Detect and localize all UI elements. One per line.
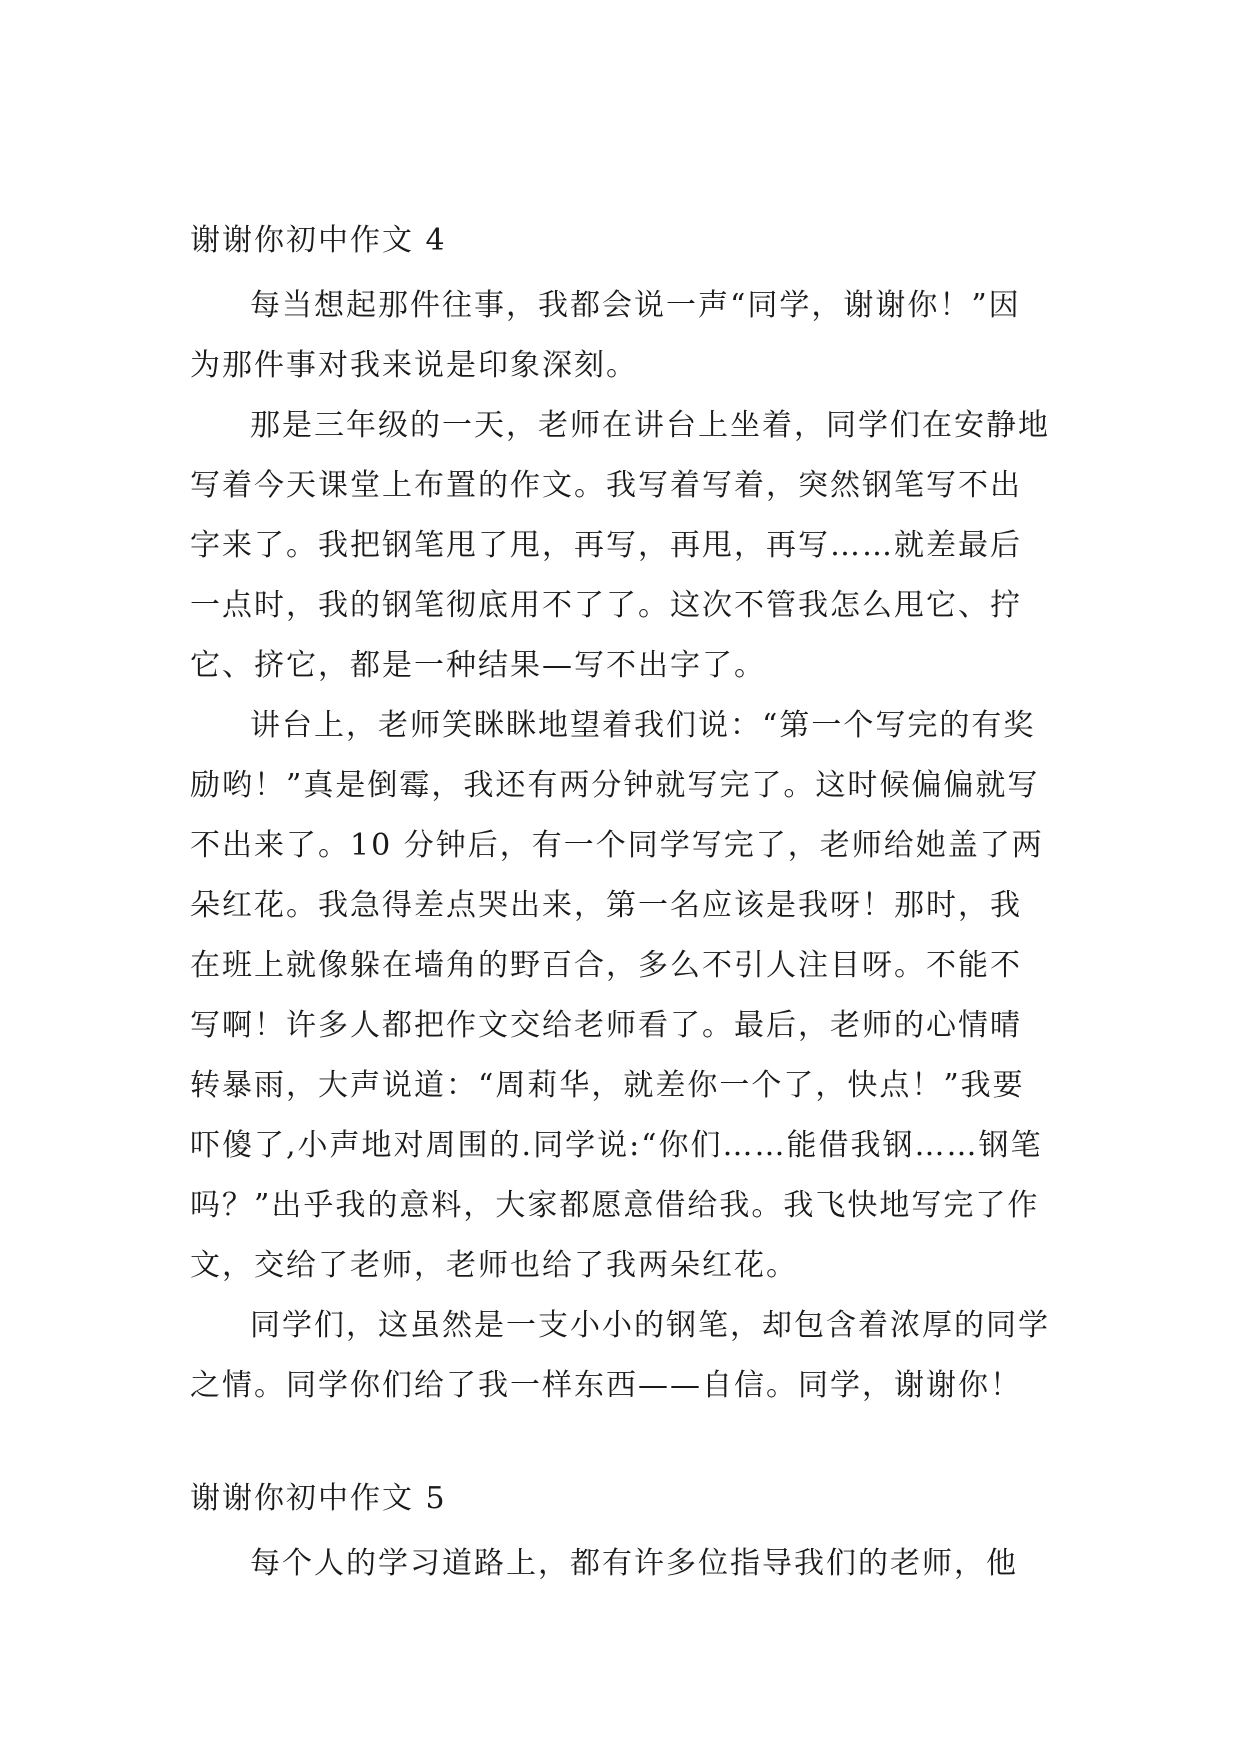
paragraph: 每个人的学习道路上，都有许多位指导我们的老师，他: [250, 1546, 1018, 1581]
section-title: 谢谢你初中作文 5: [190, 1481, 447, 1516]
section-title: 谢谢你初中作文 4: [190, 223, 447, 258]
paragraph: 每当想起那件往事，我都会说一声“同学，谢谢你！”因为那件事对我来说是印象深刻。: [190, 288, 1021, 383]
paragraph: 同学们，这虽然是一支小小的钢笔，却包含着浓厚的同学之情。同学你们给了我一样东西——自信。同学，谢谢你！: [190, 1308, 1050, 1403]
section-spacer: [190, 1416, 1050, 1476]
paragraph: 讲台上，老师笑眯眯地望着我们说：“第一个写完的有奖励哟！”真是倒霉，我还有两分钟就写完了。这时候偏偏就写不出来了。10 分钟后，有一个同学写完了，老师给她盖了两朵红花。我急得差点哭出来，第一名应该是我呀！那时，我在班上就像躲在墙角的野百合，多么不引人注目呀。不能不写啊！许多人都把作文交给老师看了。最后，老师的心情晴转暴雨，大声说道：“周莉华，就差你一个了，快点！”我要吓傻了,小声地对周围的.同学说:“你们……能借我钢……钢笔吗？”出乎我的意料，大家都愿意借给我。我飞快地写完了作文，交给了老师，老师也给了我两朵红花。: [190, 708, 1044, 1283]
paragraph: 那是三年级的一天，老师在讲台上坐着，同学们在安静地写着今天课堂上布置的作文。我写着写着，突然钢笔写不出字来了。我把钢笔甩了甩，再写，再甩，再写……就差最后一点时，我的钢笔彻底用不了了。这次不管我怎么甩它、拧它、挤它，都是一种结果—写不出字了。: [190, 408, 1050, 683]
document-content: [190, 218, 1050, 1594]
